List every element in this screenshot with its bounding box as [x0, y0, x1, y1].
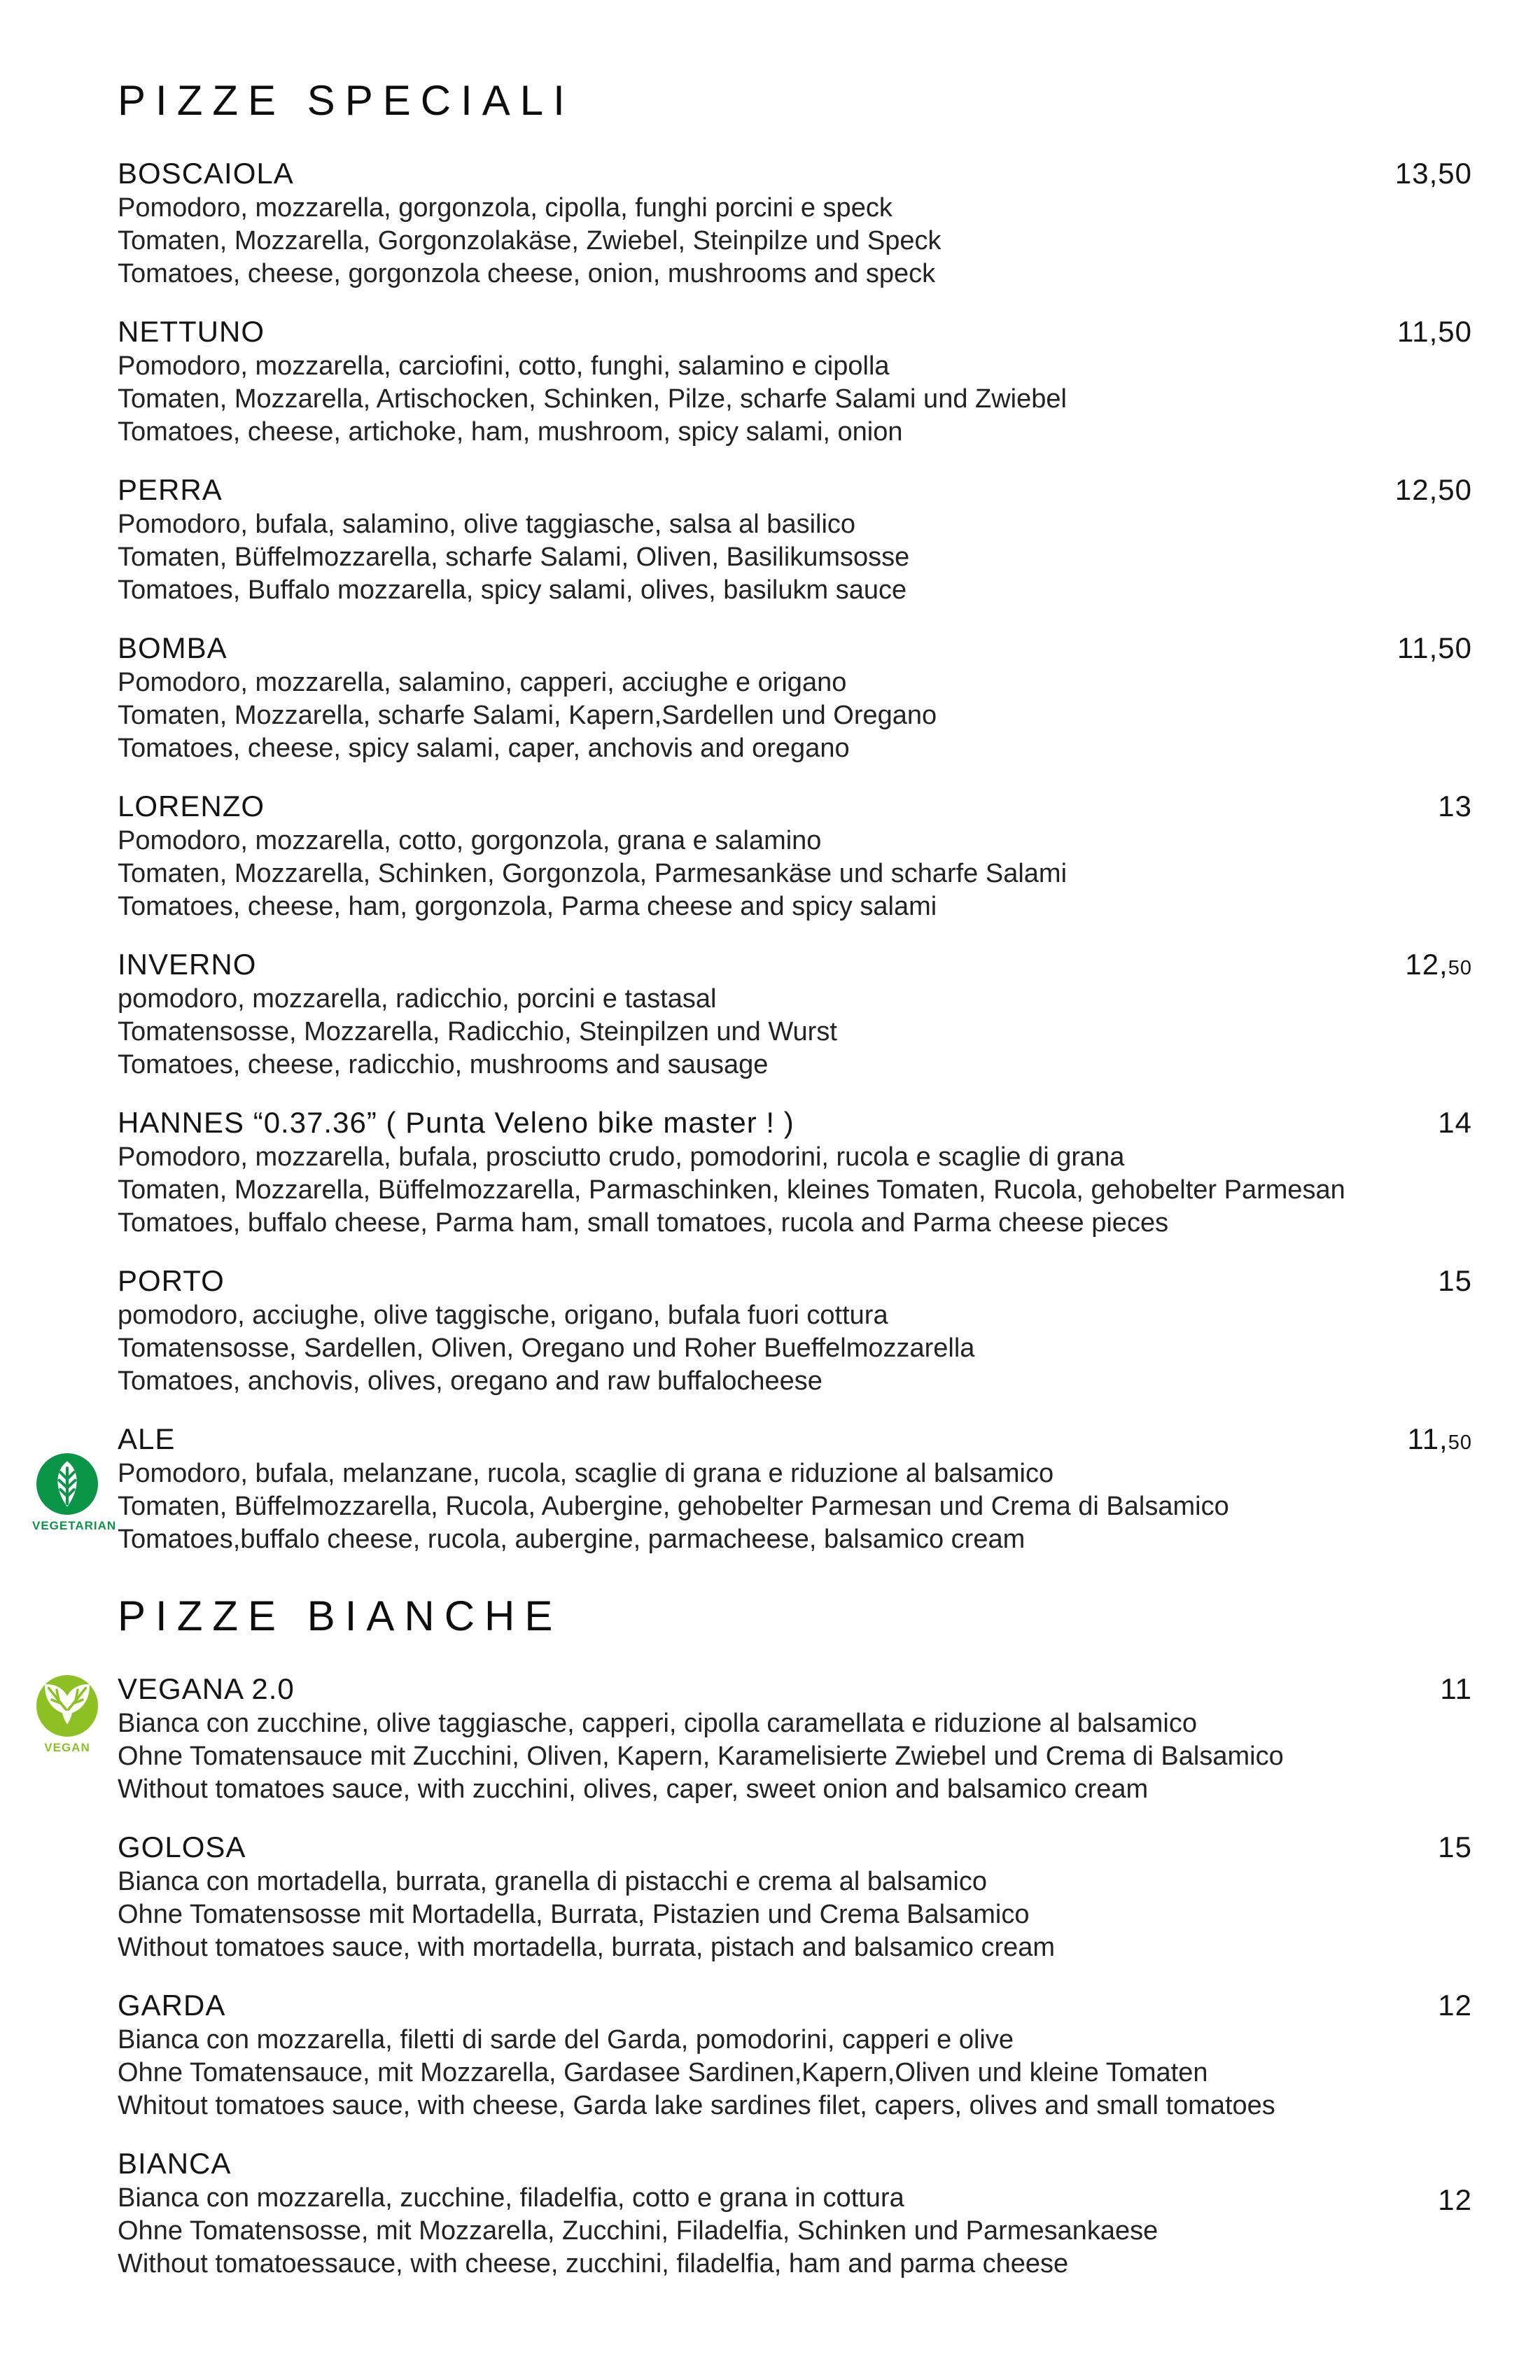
item-desc-english: Tomatoes, Buffalo mozzarella, spicy salami, olives, basilukm sauce [118, 575, 907, 605]
item-desc-english: Tomatoes, cheese, ham, gorgonzola, Parma cheese and spicy salami [118, 892, 937, 921]
menu-item [118, 2146, 1472, 2281]
item-desc-german: Ohne Tomatensosse, mit Mozzarella, Zucchini, Filadelfia, Schinken und Parmesankaese [118, 2216, 1158, 2246]
item-desc-italian: Pomodoro, mozzarella, gorgonzola, cipolla, funghi porcini e speck [118, 193, 892, 223]
item-desc-german: Tomaten, Büffelmozzarella, scharfe Salami, Oliven, Basilikumsosse [118, 542, 910, 572]
item-name: LORENZO [118, 790, 265, 822]
item-price-main: 12,50 [1394, 473, 1472, 506]
item-desc-english: Tomatoes, cheese, artichoke, ham, mushroom, spicy salami, onion [118, 417, 903, 447]
section-title-pizze-bianche: PIZZE BIANCHE [118, 1592, 563, 1639]
item-desc-english: Tomatoes, cheese, spicy salami, caper, anchovis and oregano [118, 734, 850, 763]
menu-item [118, 1987, 1472, 2122]
item-name: INVERNO [118, 948, 257, 981]
item-price-main: 14 [1438, 1106, 1472, 1139]
menu-item [118, 1829, 1472, 1964]
item-desc-italian: Pomodoro, mozzarella, bufala, prosciutto crudo, pomodorini, rucola e scaglie di grana [118, 1142, 1125, 1172]
item-desc-german: Ohne Tomatensauce, mit Mozzarella, Gardasee Sardinen,Kapern,Oliven und kleine Tomaten [118, 2058, 1208, 2087]
item-desc-italian: Pomodoro, bufala, melanzane, rucola, scaglie di grana e riduzione al balsamico [118, 1459, 1054, 1488]
item-desc-italian: Bianca con zucchine, olive taggiasche, capperi, cipolla caramellata e riduzione al balsamico [118, 1709, 1197, 1738]
item-price-main: 12, [1405, 948, 1448, 981]
item-desc-english: Tomatoes, buffalo cheese, Parma ham, small tomatoes, rucola and Parma cheese pieces [118, 1208, 1169, 1238]
item-desc-italian: Pomodoro, bufala, salamino, olive taggiasche, salsa al basilico [118, 510, 856, 539]
item-price [1397, 630, 1472, 670]
item-desc-italian: Pomodoro, mozzarella, salamino, capperi, acciughe e origano [118, 668, 847, 697]
item-name: PERRA [118, 473, 223, 506]
item-price-main: 11, [1407, 1422, 1448, 1455]
item-name: GOLOSA [118, 1830, 246, 1863]
item-name: HANNES “0.37.36” ( Punta Veleno bike master ! ) [118, 1106, 794, 1139]
item-price-main: 15 [1438, 1264, 1472, 1297]
item-price [1438, 2182, 1472, 2222]
item-price [1407, 1421, 1472, 1461]
vegan-leaves-circle-icon [36, 1675, 98, 1737]
item-desc-english: Tomatoes, cheese, gorgonzola cheese, onion, mushrooms and speck [118, 259, 936, 288]
item-desc-italian: Pomodoro, mozzarella, cotto, gorgonzola, grana e salamino [118, 826, 822, 855]
item-price [1438, 788, 1472, 828]
vegan-badge [32, 1675, 102, 1755]
item-desc-italian: Bianca con mozzarella, zucchine, filadelfia, cotto e grana in cottura [118, 2183, 904, 2213]
item-price [1438, 1105, 1472, 1144]
menu-item [118, 630, 1472, 765]
item-desc-german: Tomaten, Mozzarella, Büffelmozzarella, Parmaschinken, kleines Tomaten, Rucola, gehobelter Parmesan [118, 1175, 1345, 1205]
item-desc-english: Tomatoes, anchovis, olives, oregano and raw buffalocheese [118, 1366, 822, 1396]
item-price-main: 12 [1438, 1989, 1472, 2022]
item-desc-english: Tomatoes, cheese, radicchio, mushrooms and sausage [118, 1050, 769, 1079]
item-price-main: 13 [1438, 790, 1472, 822]
item-price-main: 11 [1440, 1672, 1472, 1705]
item-price [1438, 1987, 1472, 2027]
vegetarian-leaf-circle-icon [36, 1453, 98, 1515]
item-price-main: 15 [1438, 1830, 1472, 1863]
item-desc-english: Tomatoes,buffalo cheese, rucola, aubergine, parmacheese, balsamico cream [118, 1525, 1026, 1554]
menu-item [118, 472, 1472, 607]
item-price-main: 12 [1438, 2183, 1472, 2216]
item-price [1438, 1829, 1472, 1869]
diet-badge-label: VEGAN [44, 1741, 90, 1754]
item-price-main: 13,50 [1394, 157, 1472, 190]
item-name: BOSCAIOLA [118, 157, 294, 190]
item-desc-german: Ohne Tomatensosse mit Mortadella, Burrata, Pistazien und Crema Balsamico [118, 1900, 1030, 1929]
menu-item [118, 788, 1472, 923]
item-name: BIANCA [118, 2147, 232, 2180]
menu-item [118, 946, 1472, 1082]
item-desc-german: Tomaten, Mozzarella, scharfe Salami, Kapern,Sardellen und Oregano [118, 701, 937, 730]
menu-item [118, 1105, 1472, 1240]
item-price [1395, 155, 1472, 195]
item-price-main: 11,50 [1397, 315, 1472, 348]
section-title-pizze-speciali: PIZZE SPECIALI [118, 77, 575, 124]
item-desc-german: Tomatensosse, Sardellen, Oliven, Oregano und Roher Bueffelmozzarella [118, 1334, 975, 1363]
item-price-main: 11,50 [1397, 631, 1472, 664]
item-desc-italian: Bianca con mortadella, burrata, granella di pistacchi e crema al balsamico [118, 1867, 987, 1896]
item-desc-italian: Bianca con mozzarella, filetti di sarde del Garda, pomodorini, capperi e olive [118, 2025, 1014, 2054]
item-price [1397, 314, 1472, 354]
item-price [1405, 946, 1472, 986]
item-price [1440, 1671, 1472, 1711]
item-desc-english: Without tomatoes sauce, with mortadella, burrata, pistach and balsamico cream [118, 1933, 1056, 1962]
item-desc-german: Tomaten, Büffelmozzarella, Rucola, Aubergine, gehobelter Parmesan und Crema di Balsamico [118, 1492, 1229, 1521]
menu-item [118, 314, 1472, 449]
item-desc-italian: pomodoro, mozzarella, radicchio, porcini e tastasal [118, 984, 717, 1014]
menu-item [118, 1263, 1472, 1398]
item-name: NETTUNO [118, 315, 265, 348]
section-pizze-speciali [32, 155, 1472, 1556]
menu-item [44, 1671, 1472, 1806]
item-name: ALE [118, 1422, 176, 1455]
item-desc-italian: Pomodoro, mozzarella, carciofini, cotto, funghi, salamino e cipolla [118, 351, 890, 381]
item-desc-italian: pomodoro, acciughe, olive taggische, origano, bufala fuori cottura [118, 1301, 888, 1330]
item-name: BOMBA [118, 631, 227, 664]
item-price [1438, 1263, 1472, 1303]
item-desc-german: Tomaten, Mozzarella, Schinken, Gorgonzola, Parmesankäse und scharfe Salami [118, 859, 1068, 888]
item-desc-english: Without tomatoes sauce, with zucchini, olives, caper, sweet onion and balsamico cream [118, 1774, 1149, 1804]
item-name: PORTO [118, 1264, 225, 1297]
vegetarian-badge [32, 1453, 117, 1533]
item-price-cents: 50 [1448, 957, 1472, 979]
item-desc-german: Ohne Tomatensauce mit Zucchini, Oliven, Kapern, Karamelisierte Zwiebel und Crema di Balsamico [118, 1742, 1284, 1771]
item-name: GARDA [118, 1989, 226, 2022]
item-desc-english: Without tomatoessauce, with cheese, zucchini, filadelfia, ham and parma cheese [118, 2249, 1069, 2278]
item-price [1395, 472, 1472, 512]
item-name: VEGANA 2.0 [118, 1672, 295, 1705]
section-pizze-bianche [44, 1671, 1472, 2281]
diet-badge-label: VEGETARIAN [32, 1519, 117, 1532]
item-price-cents: 50 [1448, 1432, 1472, 1454]
menu-item [32, 1421, 1472, 1556]
item-desc-english: Whitout tomatoes sauce, with cheese, Garda lake sardines filet, capers, olives and small tomatoes [118, 2091, 1275, 2120]
item-desc-german: Tomaten, Mozzarella, Artischocken, Schinken, Pilze, scharfe Salami und Zwiebel [118, 384, 1067, 414]
item-desc-german: Tomatensosse, Mozzarella, Radicchio, Steinpilzen und Wurst [118, 1017, 837, 1046]
menu-item [118, 155, 1472, 290]
item-desc-german: Tomaten, Mozzarella, Gorgonzolakäse, Zwiebel, Steinpilze und Speck [118, 226, 941, 255]
